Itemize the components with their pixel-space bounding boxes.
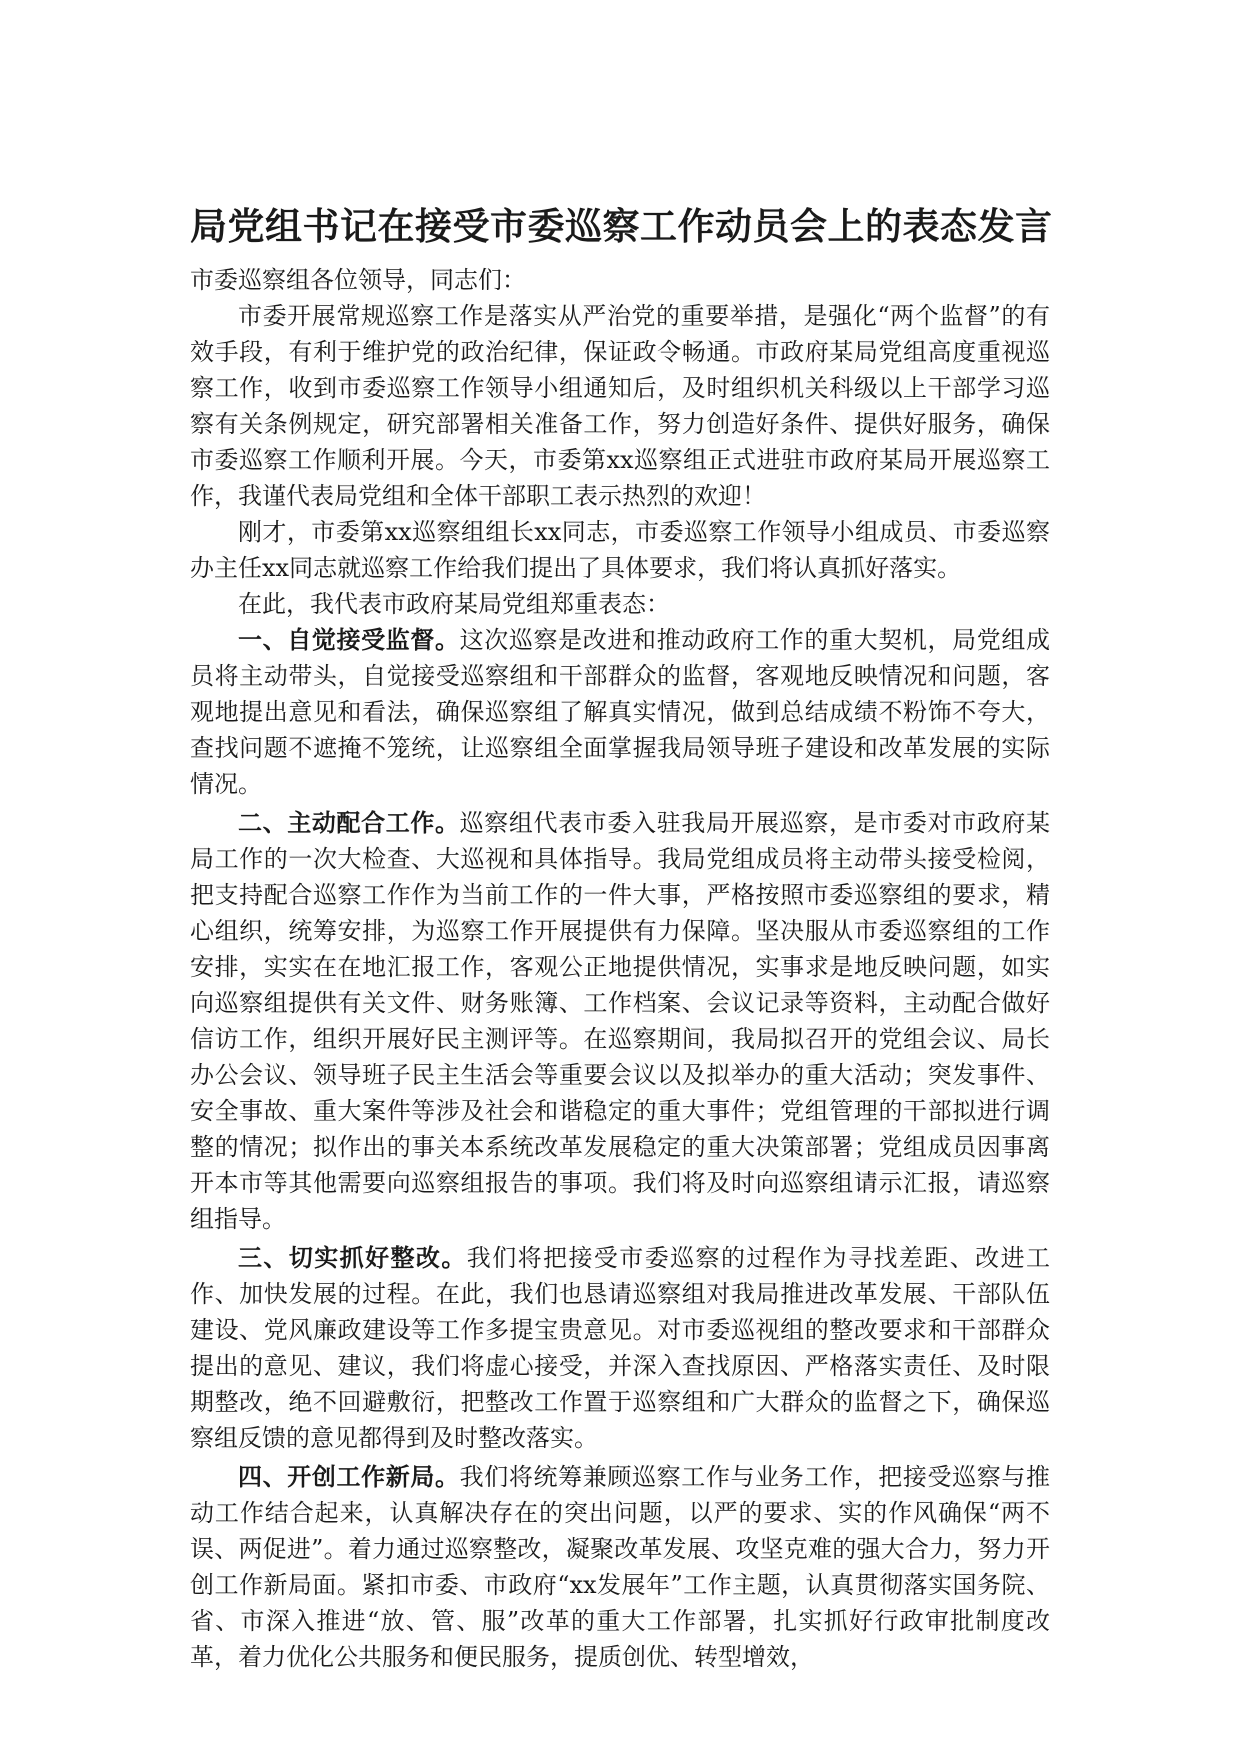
section-3-heading: 三、切实抓好整改。 [238, 1243, 467, 1272]
section-2-text: 巡察组代表市委入驻我局开展巡察，是市委对市政府某局工作的一次大检查、大巡视和具体指导。我局党组成员将主动带头接受检阅，把支持配合巡察工作作为当前工作的一件大事，严格按照市委巡察组的要求，精心组织，统筹安排，为巡察工作开展提供有力保障。坚决服从市委巡察组的工作安排，实实在在地汇报工作，客观公正地提供情况，实事求是地反映问题，如实向巡察组提供有关文件、财务账簿、工作档案、会议记录等资料，主动配合做好信访工作，组织开展好民主测评等。在巡察期间，我局拟召开的党组会议、局长办公会议、领导班子民主生活会等重要会议以及拟举办的重大活动；突发事件、安全事故、重大案件等涉及社会和谐稳定的重大事件；党组管理的干部拟进行调整的情况；拟作出的事关本系统改革发展稳定的重大决策部署；党组成员因事离开本市等其他需要向巡察组报告的事项。我们将及时向巡察组请示汇报，请巡察组指导。 [190, 809, 1050, 1233]
section-4 [190, 1459, 1050, 1675]
section-2 [190, 805, 1050, 1237]
paragraph-1 [190, 298, 1050, 514]
document-title: 局党组书记在接受市委巡察工作动员会上的表态发言 [190, 205, 1053, 248]
section-1-text: 这次巡察是改进和推动政府工作的重大契机，局党组成员将主动带头，自觉接受巡察组和干部群众的监督，客观地反映情况和问题，客观地提出意见和看法，确保巡察组了解真实情况，做到总结成绩不粉饰不夸大，查找问题不遮掩不笼统，让巡察组全面掌握我局领导班子建设和改革发展的实际情况。 [190, 626, 1050, 798]
section-2-heading: 二、主动配合工作。 [238, 808, 460, 837]
section-1-heading: 一、自觉接受监督。 [238, 625, 460, 654]
document-page [190, 200, 1053, 1675]
paragraph-3-text: 在此，我代表市政府某局党组郑重表态： [238, 590, 670, 618]
salutation: 市委巡察组各位领导，同志们： [190, 266, 526, 294]
section-4-text: 我们将统筹兼顾巡察工作与业务工作，把接受巡察与推动工作结合起来，认真解决存在的突出问题，以严的要求、实的作风确保“两不误、两促进”。着力通过巡察整改，凝聚改革发展、攻坚克难的强大合力，努力开创工作新局面。紧扣市委、市政府“xx发展年”工作主题，认真贯彻落实国务院、省、市深入推进“放、管、服”改革的重大工作部署，扎实抓好行政审批制度改革，着力优化公共服务和便民服务，提质创优、转型增效， [190, 1463, 1050, 1671]
paragraph-2-text: 刚才，市委第xx巡察组组长xx同志，市委巡察工作领导小组成员、市委巡察办主任xx同志就巡察工作给我们提出了具体要求，我们将认真抓好落实。 [190, 518, 1050, 582]
section-4-heading: 四、开创工作新局。 [238, 1462, 460, 1491]
paragraph-2 [190, 514, 1050, 586]
paragraph-1-text: 市委开展常规巡察工作是落实从严治党的重要举措，是强化“两个监督”的有效手段，有利于维护党的政治纪律，保证政令畅通。市政府某局党组高度重视巡察工作，收到市委巡察工作领导小组通知后，及时组织机关科级以上干部学习巡察有关条例规定，研究部署相关准备工作，努力创造好条件、提供好服务，确保市委巡察工作顺利开展。今天，市委第xx巡察组正式进驻市政府某局开展巡察工作，我谨代表局党组和全体干部职工表示热烈的欢迎！ [190, 302, 1050, 510]
section-3 [190, 1240, 1050, 1456]
paragraph-3 [190, 586, 1050, 622]
section-1 [190, 622, 1050, 802]
section-3-text: 我们将把接受市委巡察的过程作为寻找差距、改进工作、加快发展的过程。在此，我们也恳请巡察组对我局推进改革发展、干部队伍建设、党风廉政建设等工作多提宝贵意见。对市委巡视组的整改要求和干部群众提出的意见、建议，我们将虚心接受，并深入查找原因、严格落实责任、及时限期整改，绝不回避敷衍，把整改工作置于巡察组和广大群众的监督之下，确保巡察组反馈的意见都得到及时整改落实。 [190, 1244, 1051, 1452]
